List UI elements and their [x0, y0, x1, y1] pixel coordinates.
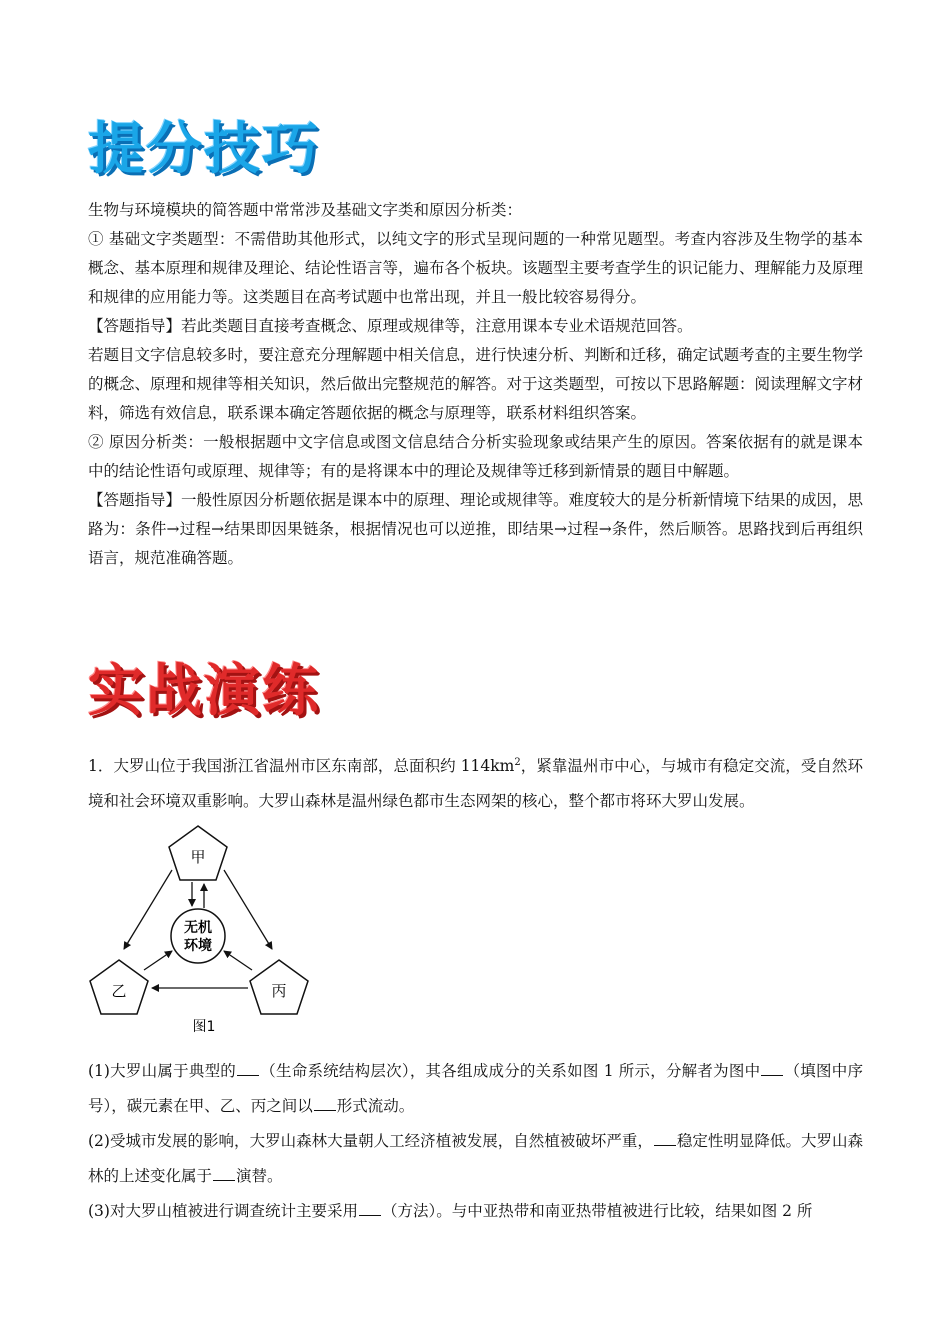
sub1-part-b: （生命系统结构层次），其各组成成分的关系如图 1 所示，分解者为图中	[260, 1062, 761, 1080]
answer-blank[interactable]	[213, 1166, 235, 1181]
arrow-jia-to-bing	[224, 870, 272, 949]
arrow-jia-to-yi	[124, 870, 172, 949]
tips-paragraph-2: ② 原因分析类：一般根据题中文字信息或图文信息结合分析实验现象或结果产生的原因。答案依据有的就是课本中的结论性语句或原理、规律等；有的是将课本中的理论及规律等迁移到新情景的题目中解题。	[88, 433, 863, 480]
node-environment-shape	[171, 909, 225, 963]
answer-blank[interactable]	[359, 1201, 381, 1216]
unit-superscript: 2	[514, 757, 521, 768]
answer-blank[interactable]	[654, 1131, 676, 1146]
figure-1	[88, 818, 328, 1038]
tips-intro: 生物与环境模块的简答题中常常涉及基础文字类和原因分析类：	[88, 201, 523, 219]
sub-questions	[88, 1054, 863, 1229]
tips-guide-2: 【答题指导】一般性原因分析题依据是课本中的原理、理论或规律等。难度较大的是分析新情境下结果的成因，思路为：条件→过程→结果即因果链条，根据情况也可以逆推，即结果→过程→条件，然后顺答。思路找到后再组织语言，规范准确答题。	[88, 491, 864, 567]
ecosystem-diagram	[88, 818, 328, 1038]
sub-question-2	[88, 1124, 863, 1194]
tips-guide-1b: 若题目文字信息较多时，要注意充分理解题中相关信息，进行快速分析、判断和迁移，确定试题考查的主要生物学的概念、原理和规律等相关知识，然后做出完整规范的解答。对于这类题型，可按以下思路解题：阅读理解文字材料，筛选有效信息，联系课本确定答题依据的概念与原理等，联系材料组织答案。	[88, 346, 864, 422]
tips-section	[88, 196, 863, 573]
question-1	[88, 745, 863, 819]
tips-guide-1: 【答题指导】若此类题目直接考查概念、原理或规律等，注意用课本专业术语规范回答。	[88, 317, 693, 335]
sub-question-3	[88, 1194, 863, 1229]
sub3-part-b: （方法）。与中亚热带和南亚热带植被进行比较，结果如图 2 所	[381, 1202, 813, 1220]
answer-blank[interactable]	[237, 1061, 259, 1076]
practice-banner: 实战演练	[88, 659, 320, 724]
sub2-part-b: 稳定性明显降低。大罗山森林的上述变化属于	[88, 1132, 863, 1185]
sub1-part-d: 形式流动。	[336, 1097, 415, 1115]
question-lead: 1．大罗山位于我国浙江省温州市区东南部，总面积约 114km	[88, 757, 515, 776]
node-bing-label: 丙	[271, 982, 287, 1000]
answer-blank[interactable]	[314, 1096, 336, 1111]
node-yi-label: 乙	[111, 982, 127, 1000]
tips-banner: 提分技巧	[88, 117, 320, 182]
figure-caption: 图1	[192, 1019, 216, 1035]
sub2-part-a: (2)受城市发展的影响，大罗山森林大量朝人工经济植被发展，自然植被破坏严重，	[88, 1132, 653, 1150]
node-environment-label-1: 无机	[184, 920, 212, 936]
question-rest: ，紧靠温州市中心，与城市有稳定交流，受自然环境和社会环境双重影响。大罗山森林是温州绿色都市生态网架的核心，整个都市将环大罗山发展。	[88, 757, 863, 811]
arrow-bing-to-environment	[224, 951, 252, 970]
sub3-part-a: (3)对大罗山植被进行调查统计主要采用	[88, 1202, 358, 1220]
question-stem	[88, 745, 863, 819]
sub2-part-c: 演替。	[236, 1167, 283, 1185]
arrow-yi-to-environment	[144, 951, 172, 970]
sub-question-1	[88, 1054, 863, 1124]
node-environment-label-2: 环境	[184, 938, 212, 954]
answer-blank[interactable]	[761, 1061, 783, 1076]
tips-paragraph-1: ① 基础文字类题型：不需借助其他形式，以纯文字的形式呈现问题的一种常见题型。考查内容涉及生物学的基本概念、基本原理和规律及理论、结论性语言等，遍布各个板块。该题型主要考查学生的识记能力、理解能力及原理和规律的应用能力等。这类题目在高考试题中也常出现，并且一般比较容易得分。	[88, 230, 864, 306]
sub1-part-a: (1)大罗山属于典型的	[88, 1062, 237, 1080]
sub1-part-c: （填图中序号），碳元素在甲、乙、丙之间以	[88, 1062, 863, 1115]
node-jia-label: 甲	[190, 848, 206, 866]
